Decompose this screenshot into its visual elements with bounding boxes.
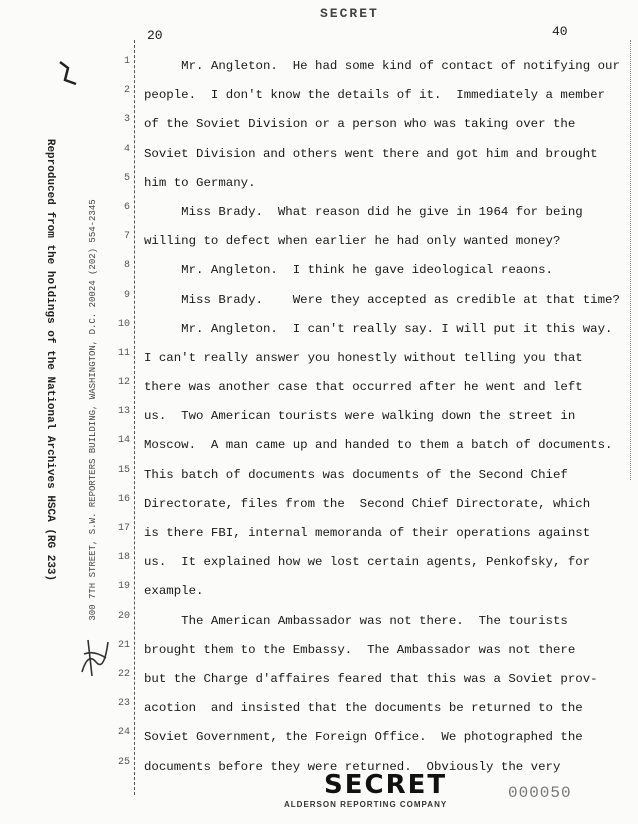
line-number: 14 bbox=[117, 435, 130, 447]
top-classification-stamp: SECRET bbox=[320, 6, 379, 21]
handwritten-mark-icon bbox=[56, 58, 82, 88]
transcript-line: Directorate, files from the Second Chief Directorate, which bbox=[144, 496, 591, 511]
transcript-line: us. It explained how we lost certain agents, Penkofsky, for bbox=[144, 555, 591, 570]
line-number: 25 bbox=[117, 756, 130, 768]
line-number: 11 bbox=[117, 347, 130, 359]
bottom-classification-stamp: SECRET bbox=[324, 770, 448, 800]
transcript-line: Mr. Angleton. I think he gave ideological reaons. bbox=[144, 263, 553, 278]
transcript-body bbox=[144, 56, 634, 786]
line-number: 6 bbox=[123, 201, 130, 213]
transcript-line: but the Charge d'affaires feared that this was a Soviet prov- bbox=[144, 671, 598, 686]
transcript-line: Mr. Angleton. He had some kind of contact of notifying our bbox=[144, 59, 620, 73]
line-number: 12 bbox=[117, 377, 130, 389]
left-margin-rule bbox=[134, 40, 135, 795]
transcript-line: Moscow. A man came up and handed to them a batch of documents. bbox=[144, 438, 613, 453]
handwritten-initials-icon bbox=[78, 632, 112, 680]
line-number: 21 bbox=[117, 639, 130, 651]
transcript-line: people. I don't know the details of it. Immediately a member bbox=[144, 88, 606, 103]
transcript-line: Miss Brady. What reason did he give in 1964 for being bbox=[144, 204, 583, 219]
line-number: 22 bbox=[117, 668, 130, 680]
transcript-line: documents before they were returned. Obviously the very bbox=[144, 759, 561, 774]
transcript-line: willing to defect when earlier he had only wanted money? bbox=[144, 234, 561, 249]
transcript-line: there was another case that occurred after he went and left bbox=[144, 380, 583, 395]
line-number: 24 bbox=[117, 727, 130, 739]
transcript-line: is there FBI, internal memoranda of their operations against bbox=[144, 526, 591, 540]
line-number: 19 bbox=[117, 581, 130, 593]
archive-reproduction-note: Reproduced from the holdings of the National Archives HSCA (RG 233) bbox=[44, 138, 56, 582]
line-number: 3 bbox=[123, 114, 130, 126]
line-number: 15 bbox=[117, 464, 130, 476]
document-serial-number: 000050 bbox=[508, 784, 572, 802]
line-number: 8 bbox=[123, 260, 130, 272]
transcript-line: brought them to the Embassy. The Ambassador was not there bbox=[144, 642, 576, 657]
transcript-line: Mr. Angleton. I can't really say. I will put it this way. bbox=[144, 321, 613, 336]
reporting-company-name: ALDERSON REPORTING COMPANY bbox=[284, 800, 448, 809]
line-number: 10 bbox=[117, 318, 130, 330]
line-number-column bbox=[108, 56, 130, 786]
transcript-line: him to Germany. bbox=[144, 175, 256, 190]
transcript-line: Soviet Division and others went there and got him and brought bbox=[144, 146, 598, 161]
line-number: 4 bbox=[123, 143, 130, 155]
transcript-line: us. Two American tourists were walking down the street in bbox=[144, 409, 576, 424]
transcript-line: I can't really answer you honestly without telling you that bbox=[144, 350, 583, 365]
line-number: 13 bbox=[117, 406, 130, 418]
line-number: 17 bbox=[117, 523, 130, 534]
line-number: 5 bbox=[123, 172, 130, 184]
line-number: 18 bbox=[117, 552, 130, 564]
transcript-line: The American Ambassador was not there. The tourists bbox=[144, 613, 568, 628]
line-number: 16 bbox=[117, 493, 130, 505]
line-number: 20 bbox=[117, 610, 130, 622]
transcript-line: acotion and insisted that the documents be returned to the bbox=[144, 701, 583, 716]
line-number: 7 bbox=[123, 231, 130, 243]
line-number: 23 bbox=[117, 698, 130, 710]
document-page-number: 40 bbox=[552, 24, 568, 39]
transcript-line: of the Soviet Division or a person who was taking over the bbox=[144, 117, 576, 132]
transcript-page-number: 20 bbox=[147, 28, 163, 43]
transcript-line: This batch of documents was documents of the Second Chief bbox=[144, 467, 568, 482]
line-number: 1 bbox=[123, 56, 130, 67]
line-number: 2 bbox=[123, 85, 130, 97]
transcript-line: Miss Brady. Were they accepted as credible at that time? bbox=[144, 292, 620, 307]
transcript-line: example. bbox=[144, 584, 204, 599]
transcript-line: Soviet Government, the Foreign Office. We photographed the bbox=[144, 730, 583, 745]
reporter-address-note: 300 7TH STREET, S.W. REPORTERS BUILDING, WASHINGTON, D.C. 20024 (202) 554-2345 bbox=[88, 199, 98, 621]
line-number: 9 bbox=[123, 289, 130, 301]
